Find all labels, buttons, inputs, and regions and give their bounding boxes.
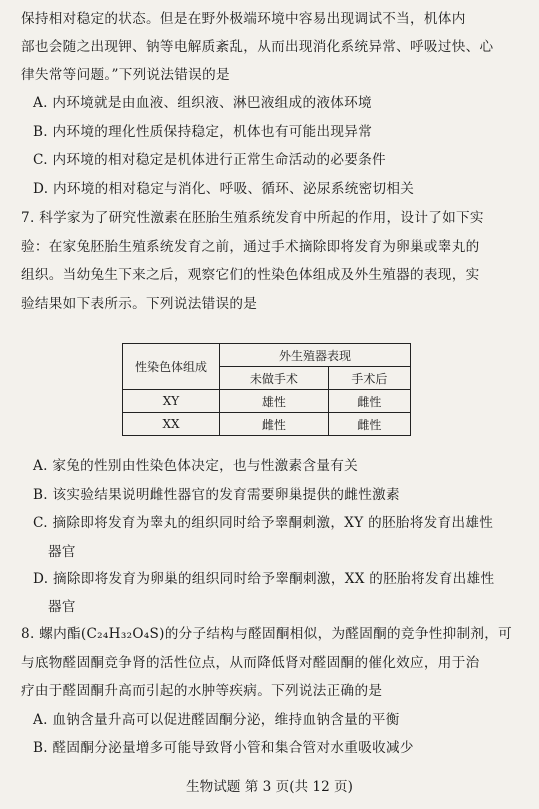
q7-option-d-continued: 器官 bbox=[48, 599, 76, 615]
table-cell: 雌性 bbox=[220, 413, 329, 436]
table-row bbox=[123, 413, 411, 436]
q7-stem-line-3: 组织。当幼兔生下来之后，观察它们的性染色体组成及外生殖器的表现，实 bbox=[21, 267, 480, 283]
q8-stem-line-1: 8. 螺内酯(C₂₄H₃₂O₄S)的分子结构与醛固酮相似，为醛固酮的竞争性抑制剂，可 bbox=[21, 626, 513, 642]
table-header-chromosome: 性染色体组成 bbox=[123, 344, 220, 390]
page-footer: 生物试题 第 3 页(共 12 页) bbox=[186, 779, 353, 795]
q8-option-a: A. 血钠含量升高可以促进醛固酮分泌，维持血钠含量的平衡 bbox=[33, 712, 400, 728]
intro-line-1: 保持相对稳定的状态。但是在野外极端环境中容易出现调试不当，机体内 bbox=[21, 11, 466, 27]
q7-option-a: A. 家兔的性别由性染色体决定，也与性激素含量有关 bbox=[33, 458, 359, 474]
q7-option-b: B. 该实验结果说明雌性器官的发育需要卵巢提供的雌性激素 bbox=[33, 487, 400, 503]
table-subheader-after-surgery: 手术后 bbox=[328, 367, 410, 390]
q6-option-b: B. 内环境的理化性质保持稳定，机体也有可能出现异常 bbox=[33, 124, 373, 140]
q7-results-table bbox=[122, 343, 411, 436]
table-subheader-no-surgery: 未做手术 bbox=[220, 367, 329, 390]
q6-option-d: D. 内环境的相对稳定与消化、呼吸、循环、泌尿系统密切相关 bbox=[33, 181, 415, 197]
q6-option-c: C. 内环境的相对稳定是机体进行正常生命活动的必要条件 bbox=[33, 152, 386, 168]
q7-stem-line-2: 验：在家兔胚胎生殖系统发育之前，通过手术摘除即将发育为卵巢或睾丸的 bbox=[21, 239, 480, 255]
q7-stem-line-1: 7. 科学家为了研究性激素在胚胎生殖系统发育中所起的作用，设计了如下实 bbox=[21, 210, 484, 226]
table-cell: 雌性 bbox=[328, 390, 410, 413]
q8-option-b: B. 醛固酮分泌量增多可能导致肾小管和集合管对水重吸收减少 bbox=[33, 740, 414, 756]
q8-stem-line-2: 与底物醛固酮竞争肾的活性位点，从而降低肾对醛固酮的催化效应，用于治 bbox=[21, 655, 480, 671]
table-row bbox=[123, 390, 411, 413]
table-cell: 雄性 bbox=[220, 390, 329, 413]
table-cell: 雌性 bbox=[328, 413, 410, 436]
table-cell: XY bbox=[123, 390, 220, 413]
table-cell: XX bbox=[123, 413, 220, 436]
q8-stem-line-3: 疗由于醛固酮升高而引起的水肿等疾病。下列说法正确的是 bbox=[21, 683, 383, 699]
q7-stem-line-4: 验结果如下表所示。下列说法错误的是 bbox=[21, 296, 258, 312]
q7-option-c: C. 摘除即将发育为睾丸的组织同时给予睾酮刺激，XY 的胚胎将发育出雄性 bbox=[33, 515, 494, 531]
q7-option-d: D. 摘除即将发育为卵巢的组织同时给予睾酮刺激，XX 的胚胎将发育出雄性 bbox=[33, 571, 495, 587]
intro-line-2: 部也会随之出现钾、钠等电解质紊乱，从而出现消化系统异常、呼吸过快、心 bbox=[21, 39, 494, 55]
table-header-genitalia: 外生殖器表现 bbox=[220, 344, 411, 367]
q7-option-c-continued: 器官 bbox=[48, 544, 76, 560]
intro-line-3: 律失常等问题。”下列说法错误的是 bbox=[21, 67, 230, 83]
q6-option-a: A. 内环境就是由血液、组织液、淋巴液组成的液体环境 bbox=[33, 95, 372, 111]
